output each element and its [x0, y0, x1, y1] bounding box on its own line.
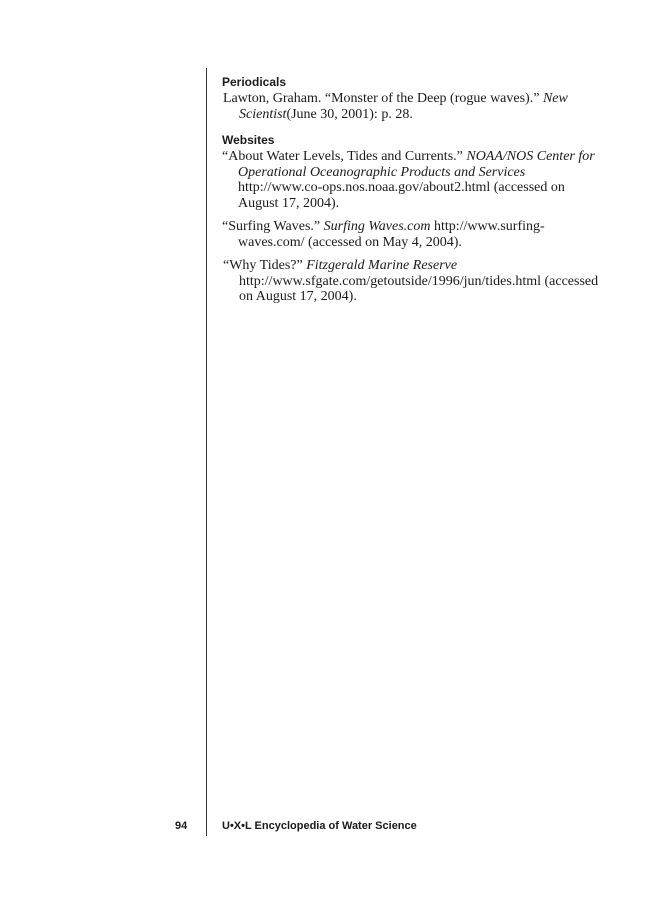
website-entry-why-tides — [222, 258, 602, 305]
entry-details: http://www.sfgate.com/getoutside/1996/jun/tides.html (accessed on August 17, 2004). — [239, 273, 599, 304]
entry-details: (June 30, 2001): p. 28. — [286, 106, 413, 122]
periodicals-heading: Periodicals — [222, 75, 287, 89]
entry-source-title: Fitzgerald Marine Reserve — [306, 258, 458, 273]
entry-text: Lawton, Graham. “Monster of the Deep (rogue waves).” — [223, 91, 543, 106]
entry-source-title: Surfing Waves.com — [323, 219, 431, 234]
running-title: U•X•L Encyclopedia of Water Science — [222, 820, 417, 832]
websites-heading: Websites — [222, 133, 275, 147]
vertical-rule — [206, 68, 207, 836]
entry-source-title: NOAA/NOS Center for Operational Oceanographic Products and Services — [238, 149, 595, 180]
entry-details: http://www.co-ops.nos.noaa.gov/about2.html (accessed on August 17, 2004). — [238, 180, 565, 211]
entry-text: “Why Tides?” — [223, 258, 307, 273]
entry-details: http://www.surfing-waves.com/ (accessed on May 4, 2004). — [238, 219, 545, 250]
entry-source-title: New Scientist — [239, 91, 568, 122]
website-entry-noaa — [222, 149, 602, 211]
entry-text: “About Water Levels, Tides and Currents.” — [222, 149, 467, 164]
website-entry-surfing-waves — [222, 219, 602, 250]
page-number: 94 — [175, 820, 188, 832]
periodical-entry-lawton — [222, 91, 602, 122]
entry-text: “Surfing Waves.” — [222, 219, 324, 234]
bibliography-section — [222, 74, 602, 313]
